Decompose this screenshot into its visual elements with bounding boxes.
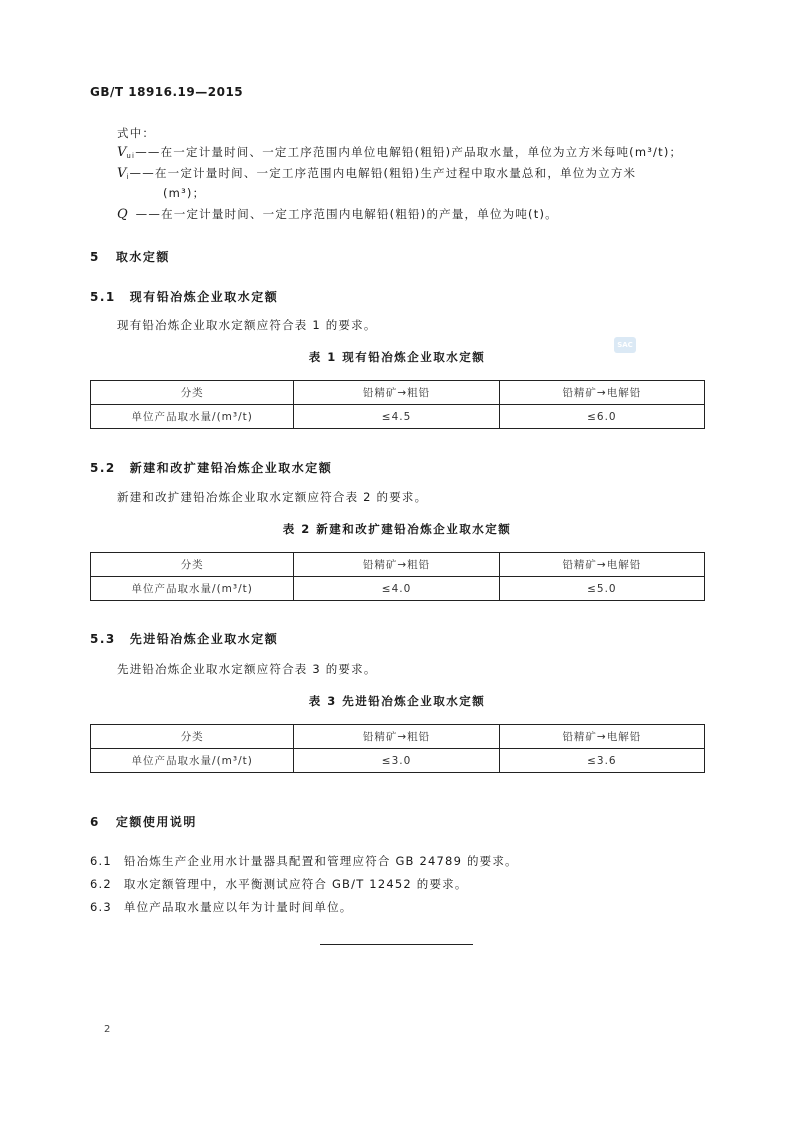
clause-number: 6.3 — [90, 900, 112, 914]
symbol-subscript: i — [126, 173, 130, 181]
table-row — [91, 405, 705, 429]
table-1-caption: 表 1 现有铅冶炼企业取水定额 — [308, 350, 486, 364]
standard-code: GB/T 18916.19—2015 — [90, 85, 244, 99]
formula-note-q — [117, 206, 558, 222]
value-cell-electrolytic-lead: ≤5.0 — [499, 577, 704, 601]
note-dash: —— — [129, 166, 155, 180]
subsection-title: 现有铅冶炼企业取水定额 — [129, 290, 279, 304]
table-header-row — [91, 381, 705, 405]
formula-note-vui — [117, 144, 682, 160]
note-dash: —— — [135, 145, 161, 159]
header-cell-category: 分类 — [91, 381, 294, 405]
symbol-v: V — [117, 145, 127, 160]
table-header-row — [91, 553, 705, 577]
clause-6-3 — [90, 899, 353, 915]
value-cell-electrolytic-lead: ≤6.0 — [499, 405, 704, 429]
header-cell-crude-lead: 铅精矿→粗铅 — [294, 553, 499, 577]
subsection-5-3-heading — [90, 630, 278, 647]
section-number: 5 — [90, 250, 100, 264]
value-cell-electrolytic-lead: ≤3.6 — [499, 749, 704, 773]
clause-number: 6.2 — [90, 877, 112, 891]
end-of-document-rule — [320, 944, 473, 945]
table-header-row — [91, 725, 705, 749]
row-label-cell: 单位产品取水量/(m³/t) — [91, 749, 294, 773]
header-cell-category: 分类 — [91, 725, 294, 749]
section-6-heading — [90, 813, 197, 830]
symbol-q: Q — [117, 207, 128, 222]
note-text: 在一定计量时间、一定工序范围内电解铅(粗铅)生产过程中取水量总和，单位为立方米 — [154, 166, 637, 180]
header-cell-category: 分类 — [91, 553, 294, 577]
header-cell-electrolytic-lead: 铅精矿→电解铅 — [499, 725, 704, 749]
row-label-cell: 单位产品取水量/(m³/t) — [91, 577, 294, 601]
subsection-5-2-heading — [90, 459, 332, 476]
subsection-number: 5.3 — [90, 632, 116, 646]
table-row — [91, 577, 705, 601]
subsection-5-2-paragraph: 新建和改扩建铅冶炼企业取水定额应符合表 2 的要求。 — [117, 490, 428, 504]
header-cell-electrolytic-lead: 铅精矿→电解铅 — [499, 381, 704, 405]
subsection-title: 新建和改扩建铅冶炼企业取水定额 — [129, 461, 333, 475]
clause-text: 单位产品取水量应以年为计量时间单位。 — [123, 900, 353, 914]
header-cell-electrolytic-lead: 铅精矿→电解铅 — [499, 553, 704, 577]
symbol-v: V — [117, 166, 127, 181]
value-cell-crude-lead: ≤3.0 — [294, 749, 499, 773]
clause-text: 取水定额管理中，水平衡测试应符合 GB/T 12452 的要求。 — [123, 877, 468, 891]
header-cell-crude-lead: 铅精矿→粗铅 — [294, 725, 499, 749]
formula-where-label: 式中： — [117, 126, 156, 140]
clause-6-2 — [90, 876, 468, 892]
table-2-caption: 表 2 新建和改扩建铅冶炼企业取水定额 — [282, 522, 512, 536]
clause-6-1 — [90, 853, 518, 869]
note-text: 在一定计量时间、一定工序范围内单位电解铅(粗铅)产品取水量，单位为立方米每吨(m³/t)； — [160, 145, 683, 159]
section-number: 6 — [90, 815, 100, 829]
section-5-heading — [90, 248, 170, 265]
row-label-cell: 单位产品取水量/(m³/t) — [91, 405, 294, 429]
subsection-title: 先进铅冶炼企业取水定额 — [129, 632, 279, 646]
subsection-5-1-paragraph: 现有铅冶炼企业取水定额应符合表 1 的要求。 — [117, 318, 377, 332]
clause-number: 6.1 — [90, 854, 112, 868]
table-3 — [90, 724, 705, 773]
sac-watermark-logo: SAC — [614, 337, 636, 353]
table-3-caption: 表 3 先进铅冶炼企业取水定额 — [308, 694, 486, 708]
symbol-subscript: ui — [126, 152, 136, 160]
note-text: 在一定计量时间、一定工序范围内电解铅(粗铅)的产量，单位为吨(t)。 — [161, 207, 558, 221]
table-1 — [90, 380, 705, 429]
subsection-5-1-heading — [90, 288, 278, 305]
value-cell-crude-lead: ≤4.0 — [294, 577, 499, 601]
table-row — [91, 749, 705, 773]
subsection-number: 5.2 — [90, 461, 116, 475]
table-2 — [90, 552, 705, 601]
formula-note-vi — [117, 165, 636, 181]
subsection-5-3-paragraph: 先进铅冶炼企业取水定额应符合表 3 的要求。 — [117, 662, 377, 676]
value-cell-crude-lead: ≤4.5 — [294, 405, 499, 429]
section-title: 定额使用说明 — [115, 815, 197, 829]
clause-text: 铅冶炼生产企业用水计量器具配置和管理应符合 GB 24789 的要求。 — [123, 854, 518, 868]
note-dash: —— — [135, 207, 162, 221]
subsection-number: 5.1 — [90, 290, 116, 304]
section-title: 取水定额 — [115, 250, 170, 264]
formula-note-vi-continuation: (m³)； — [163, 186, 206, 200]
header-cell-crude-lead: 铅精矿→粗铅 — [294, 381, 499, 405]
page-number: 2 — [104, 1024, 111, 1035]
